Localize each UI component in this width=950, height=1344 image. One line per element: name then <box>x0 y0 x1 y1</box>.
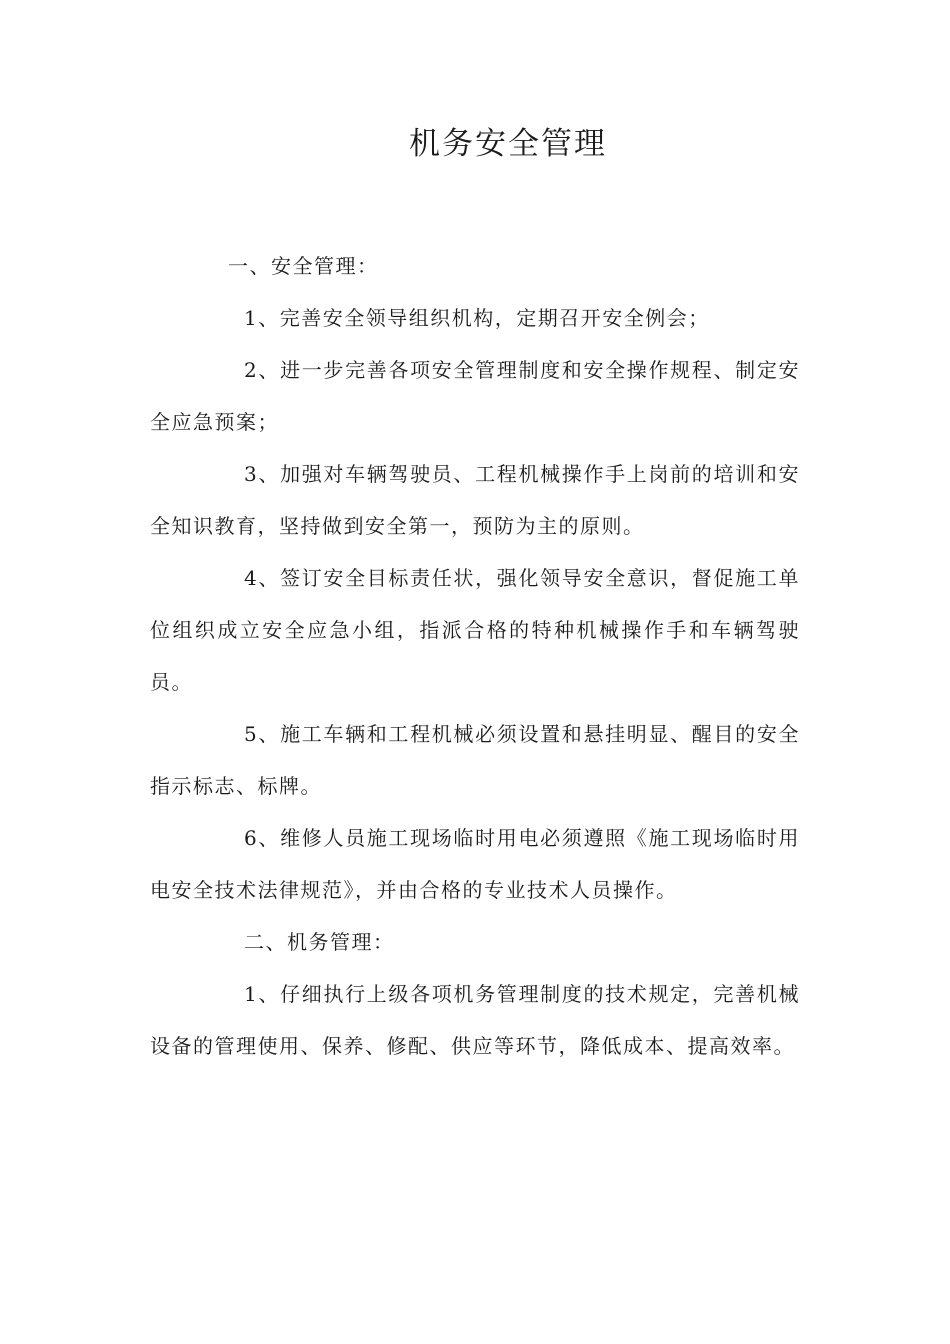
paragraph-safety-4: 4、签订安全目标责任状，强化领导安全意识，督促施工单位组织成立安全应急小组，指派合格的特种机械操作手和车辆驾驶员。 <box>150 566 800 694</box>
paragraph-safety-6: 6、维修人员施工现场临时用电必须遵照《施工现场临时用电安全技术法律规范》，并由合格的专业技术人员操作。 <box>150 826 800 902</box>
paragraph-safety-5: 5、施工车辆和工程机械必须设置和悬挂明显、醒目的安全指示标志、标牌。 <box>150 722 800 798</box>
document-title: 机务安全管理 <box>409 126 607 162</box>
section-heading-machinery: 二、机务管理： <box>244 930 395 954</box>
paragraph-safety-3: 3、加强对车辆驾驶员、工程机械操作手上岗前的培训和安全知识教育，坚持做到安全第一，预防为主的原则。 <box>150 462 800 538</box>
paragraph-machinery-1: 1、仔细执行上级各项机务管理制度的技术规定，完善机械设备的管理使用、保养、修配、供应等环节，降低成本、提高效率。 <box>150 982 800 1058</box>
paragraph-safety-2: 2、进一步完善各项安全管理制度和安全操作规程、制定安全应急预案； <box>150 358 800 434</box>
paragraph-safety-1: 1、完善安全领导组织机构，定期召开安全例会； <box>244 306 710 330</box>
section-heading-safety: 一、安全管理： <box>228 254 379 278</box>
document-body <box>150 240 800 1072</box>
